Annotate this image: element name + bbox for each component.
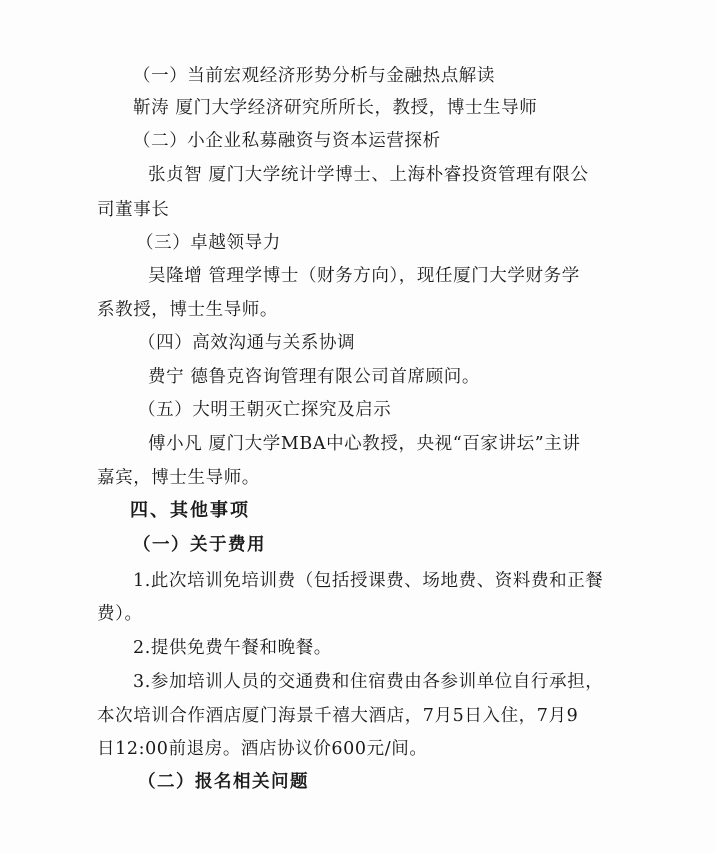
fee-item-1-cont: 费）。 [97, 604, 143, 624]
fee-item-3-cont-2: 日12:00前退房。酒店协议价600元/间。 [97, 739, 428, 759]
fee-item-2: 2.提供免费午餐和晚餐。 [133, 638, 332, 658]
lecturer-3: 吴隆增 管理学博士（财务方向），现任厦门大学财务学 [148, 266, 580, 286]
lecture-topic-2: （二）小企业私募融资与资本运营探析 [133, 131, 441, 151]
fee-item-3: 3.参加培训人员的交通费和住宿费由各参训单位自行承担， [133, 672, 604, 692]
lecture-topic-3: （三）卓越领导力 [136, 233, 281, 253]
fee-item-1: 1.此次培训免培训费（包括授课费、场地费、资料费和正餐 [133, 571, 604, 591]
subheading-fees: （一）关于费用 [133, 535, 266, 555]
lecturer-2: 张贞智 厦门大学统计学博士、上海朴睿投资管理有限公 [148, 165, 589, 185]
lecturer-3-cont: 系教授，博士生导师。 [97, 300, 278, 320]
lecture-topic-1: （一）当前宏观经济形势分析与金融热点解读 [133, 66, 495, 86]
lecturer-1: 靳涛 厦门大学经济研究所所长，教授，博士生导师 [133, 98, 538, 118]
lecturer-5: 傅小凡 厦门大学MBA中心教授，央视“百家讲坛”主讲 [148, 434, 581, 454]
subheading-registration: （二）报名相关问题 [138, 772, 309, 792]
fee-item-3-cont-1: 本次培训合作酒店厦门海景千禧大酒店，7月5日入住，7月9 [97, 706, 579, 726]
lecture-topic-5: （五）大明王朝灭亡探究及启示 [138, 400, 392, 420]
lecture-topic-4: （四）高效沟通与关系协调 [138, 333, 356, 353]
lecturer-5-cont: 嘉宾，博士生导师。 [97, 468, 260, 488]
lecturer-4: 费宁 德鲁克咨询管理有限公司首席顾问。 [148, 367, 480, 387]
lecturer-2-cont: 司董事长 [97, 200, 170, 220]
section-heading-other-matters: 四、其他事项 [130, 500, 250, 521]
